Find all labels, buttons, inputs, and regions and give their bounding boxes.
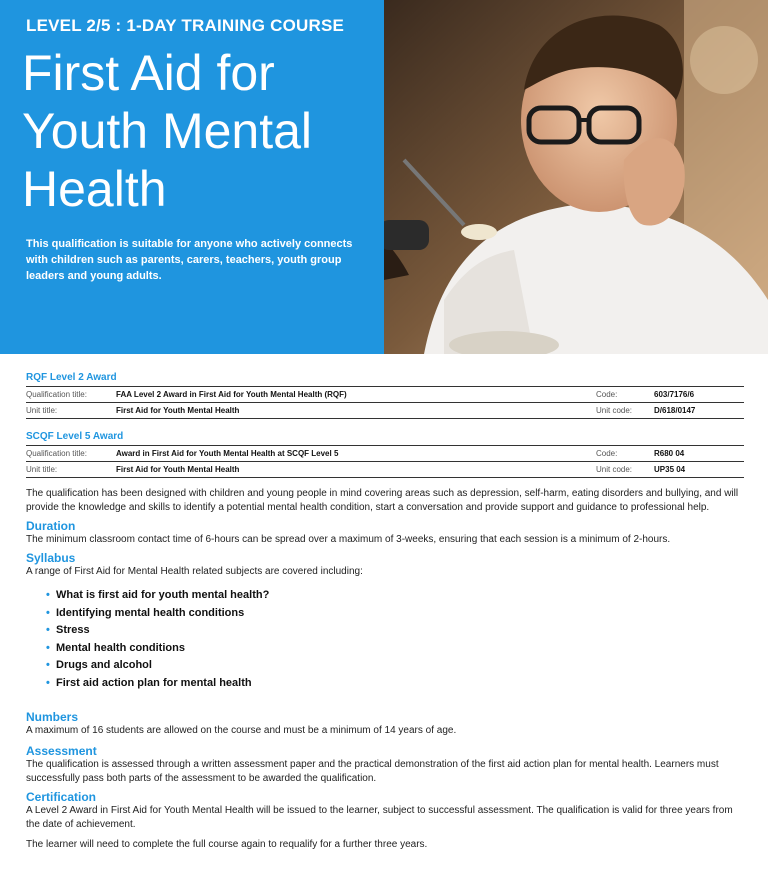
list-item-label: First aid action plan for mental health: [56, 676, 252, 689]
hero-banner: [0, 0, 768, 354]
list-item-label: Drugs and alcohol: [56, 659, 152, 671]
bullet-icon: •: [46, 641, 50, 654]
list-item: [46, 622, 744, 640]
code-value: UP35 04: [654, 462, 744, 478]
numbers-text: A maximum of 16 students are allowed on the course and must be a minimum of 14 years of age.: [26, 725, 457, 736]
rqf-section: [26, 372, 744, 419]
table-row: [26, 403, 744, 419]
rqf-heading: RQF Level 2 Award: [26, 372, 117, 383]
bullet-icon: •: [46, 659, 50, 671]
list-item: [46, 675, 744, 693]
table-row: [26, 387, 744, 403]
list-item: [46, 640, 744, 658]
table-row: [26, 462, 744, 478]
row-label: Qualification title:: [26, 387, 116, 403]
code-label: Code:: [596, 387, 654, 403]
duration-heading: Duration: [26, 519, 76, 533]
title-line: Youth Mental: [22, 103, 313, 159]
list-item: [46, 587, 744, 605]
assessment-text: The qualification is assessed through a written assessment paper and the practical demonstration of the first aid action plan for mental health. Learners must successfully pass both parts of the assessment to be awarded the qualification.: [26, 759, 719, 784]
requalify-text: The learner will need to complete the full course again to requalify for a further three years.: [26, 839, 428, 850]
code-value: 603/7176/6: [654, 387, 744, 403]
list-item: [46, 605, 744, 623]
bullet-icon: •: [46, 624, 50, 636]
list-item-label: Stress: [56, 624, 90, 636]
row-label: Unit title:: [26, 462, 116, 478]
code-value: R680 04: [654, 446, 744, 462]
title-line: Health: [22, 161, 167, 217]
syllabus-text: A range of First Aid for Mental Health related subjects are covered including:: [26, 566, 363, 577]
code-value: D/618/0147: [654, 403, 744, 419]
list-item-label: What is first aid for youth mental health?: [56, 589, 270, 601]
list-item-label: Mental health conditions: [56, 641, 185, 654]
hero-photo-illustration: [384, 0, 768, 354]
table-row: [26, 446, 744, 462]
code-label: Unit code:: [596, 403, 654, 419]
scqf-table: [26, 445, 744, 478]
code-label: Unit code:: [596, 462, 654, 478]
bullet-icon: •: [46, 606, 50, 619]
certification-heading: Certification: [26, 790, 97, 804]
numbers-heading: Numbers: [26, 710, 79, 724]
bullet-icon: •: [46, 589, 50, 601]
page-title: [22, 44, 372, 218]
course-level: LEVEL 2/5 : 1-DAY TRAINING COURSE: [26, 16, 345, 35]
intro-paragraph: The qualification has been designed with children and young people in mind covering areas such as depression, self-harm, eating disorders and bullying, and will provide the knowledge and skills to identify a potential mental health condition, start a conversation and provide support and guidance to professional help.: [26, 488, 739, 513]
hero-text-panel: [0, 0, 384, 354]
assessment-heading: Assessment: [26, 744, 97, 758]
scqf-heading: SCQF Level 5 Award: [26, 431, 124, 442]
hero-photo: [384, 0, 768, 354]
course-details: [26, 487, 744, 852]
row-value: Award in First Aid for Youth Mental Health at SCQF Level 5: [116, 446, 596, 462]
syllabus-heading: Syllabus: [26, 551, 76, 565]
title-line: First Aid for: [22, 45, 275, 101]
row-value: First Aid for Youth Mental Health: [116, 462, 596, 478]
rqf-table: [26, 386, 744, 419]
hero-intro: This qualification is suitable for anyone who actively connects with children such as parents, carers, teachers, youth group leaders and young adults.: [26, 238, 353, 282]
row-value: First Aid for Youth Mental Health: [116, 403, 596, 419]
list-item: [46, 657, 744, 675]
certification-text: A Level 2 Award in First Aid for Youth Mental Health will be issued to the learner, subject to successful assessment. The qualification is valid for three years from the date of achievement.: [26, 805, 733, 830]
code-label: Code:: [596, 446, 654, 462]
scqf-section: [26, 431, 744, 478]
row-label: Unit title:: [26, 403, 116, 419]
syllabus-list: [26, 587, 744, 692]
row-value: FAA Level 2 Award in First Aid for Youth Mental Health (RQF): [116, 387, 596, 403]
duration-text: The minimum classroom contact time of 6-hours can be spread over a maximum of 3-weeks, ensuring that each session is a minimum of 2-hours.: [26, 534, 671, 545]
row-label: Qualification title:: [26, 446, 116, 462]
bullet-icon: •: [46, 676, 50, 689]
list-item-label: Identifying mental health conditions: [56, 606, 245, 619]
